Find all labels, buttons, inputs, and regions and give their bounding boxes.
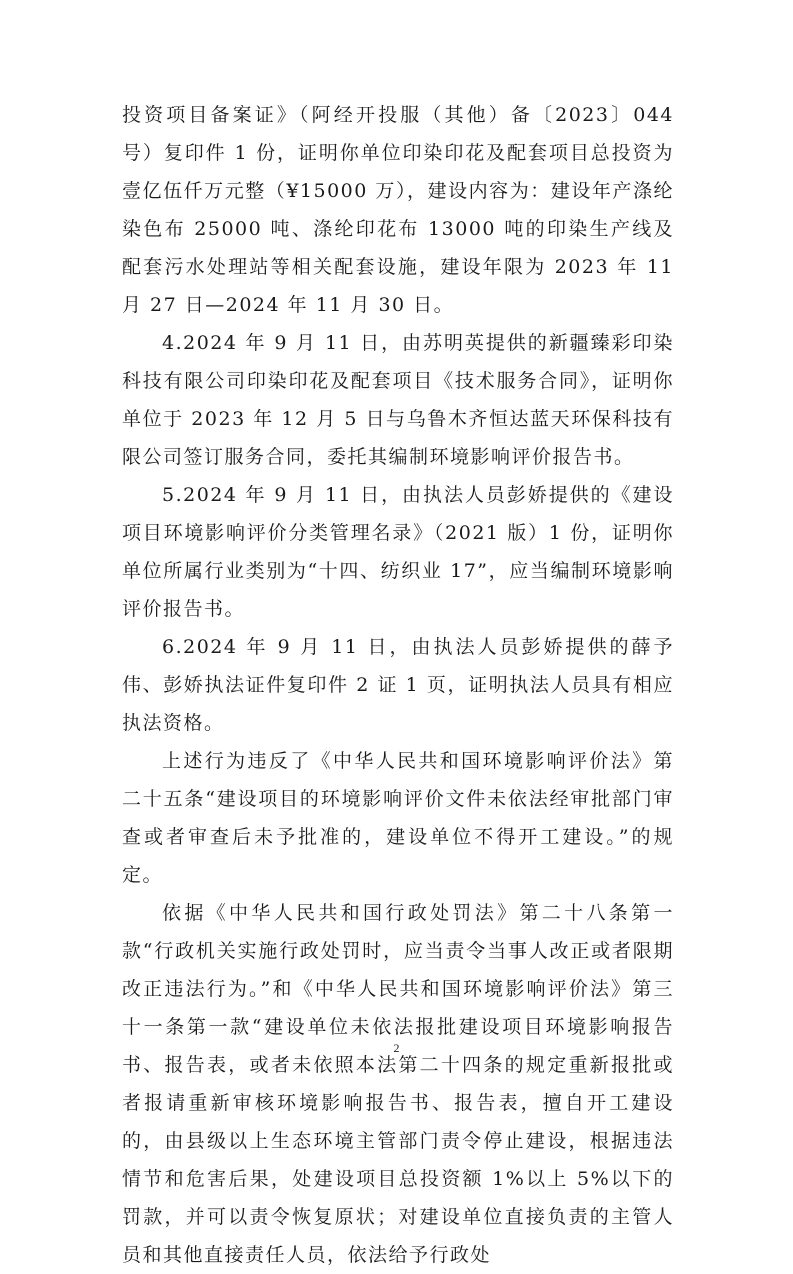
page-number: 2 [393, 1041, 400, 1055]
document-body [122, 96, 674, 1274]
paragraph-violation: 上述行为违反了《中华人民共和国环境影响评价法》第二十五条“建设项目的环境影响评价文件未依法经审批部门审查或者审查后未予批准的，建设单位不得开工建设。”的规定。 [122, 750, 674, 886]
paragraph-evidence-4: 4.2024 年 9 月 11 日，由苏明英提供的新疆臻彩印染科技有限公司印染印花及配套项目《技术服务合同》，证明你单位于 2023 年 12 月 5 日与乌鲁木齐恒达蓝天环保科技有限公司签订服务合同，委托其编制环境影响评价报告书。 [122, 332, 674, 468]
paragraph-evidence-6: 6.2024 年 9 月 11 日，由执法人员彭娇提供的薛予伟、彭娇执法证件复印件 2 证 1 页，证明执法人员具有相应执法资格。 [122, 636, 674, 734]
paragraph-legal-basis: 依据《中华人民共和国行政处罚法》第二十八条第一款“行政机关实施行政处罚时，应当责令当事人改正或者限期改正违法行为。”和《中华人民共和国环境影响评价法》第三十一条第一款“建设单位未依法报批建设项目环境影响报告书、报告表，或者未依照本法第二十四条的规定重新报批或者报请重新审核环境影响报告书、报告表，擅自开工建设的，由县级以上生态环境主管部门责令停止建设，根据违法情节和危害后果，处建设项目总投资额 1%以上 5%以下的罚款，并可以责令恢复原状；对建设单位直接负责的主管人员和其他直接责任人员，依法给予行政处 [122, 902, 674, 1266]
paragraph-evidence-3-continued: 投资项目备案证》（阿经开投服（其他）备〔2023〕044 号）复印件 1 份，证明你单位印染印花及配套项目总投资为壹亿伍仟万元整（¥15000 万），建设内容为：建设年产涤纶染色布 25000 吨、涤纶印花布 13000 吨的印染生产线及配套污水处理站等相关配套设施，建设年限为 2023 年 11 月 27 日—2024 年 11 月 30 日。 [122, 104, 674, 316]
paragraph-evidence-5: 5.2024 年 9 月 11 日，由执法人员彭娇提供的《建设项目环境影响评价分类管理名录》（2021 版）1 份，证明你单位所属行业类别为“十四、纺织业 17”，应当编制环境影响评价报告书。 [122, 484, 674, 620]
